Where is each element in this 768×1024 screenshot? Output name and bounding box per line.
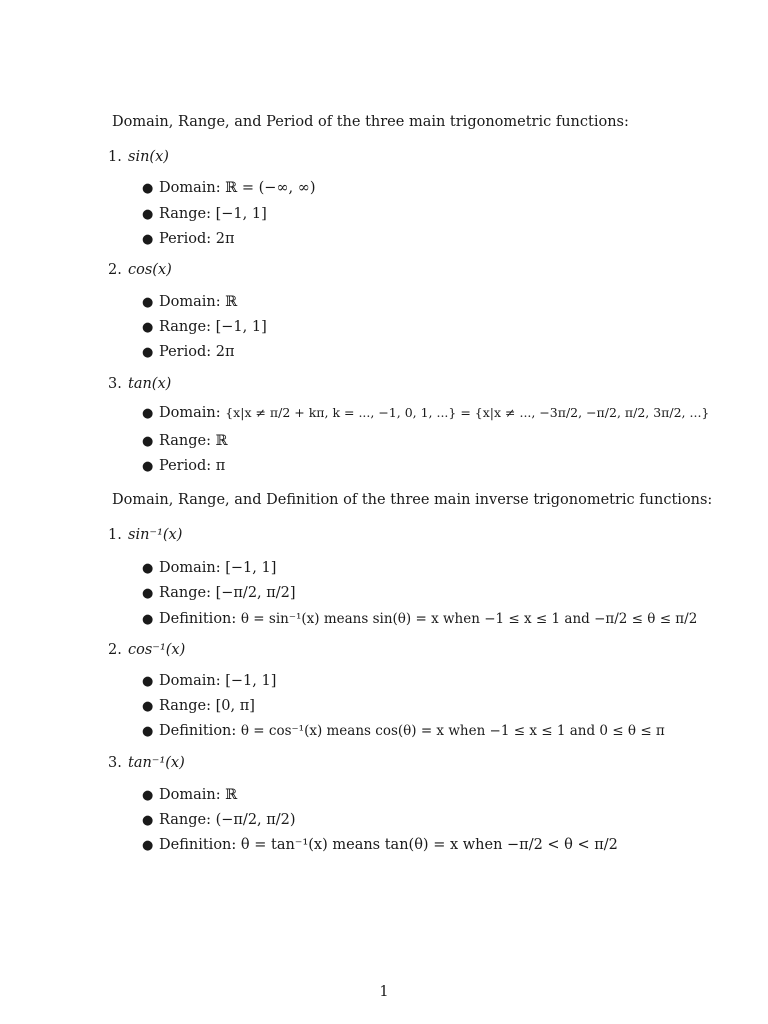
- bullet-label: Range:: [159, 206, 216, 222]
- list-item-tan: [108, 376, 171, 392]
- bullet-math: ℝ = (−∞, ∞): [225, 180, 316, 196]
- bullet-icon: ●: [142, 788, 154, 803]
- bullet-label: Period:: [159, 344, 216, 360]
- bullet-icon: ●: [142, 320, 154, 335]
- cos-period: [142, 344, 235, 360]
- bullet-label: Domain:: [159, 294, 226, 310]
- arccos-domain: [142, 673, 276, 689]
- bullet-icon: ●: [142, 838, 154, 853]
- bullet-label: Domain:: [159, 560, 226, 576]
- item-number: 1.: [108, 149, 122, 165]
- bullet-label: Range:: [159, 319, 216, 335]
- bullet-label: Period:: [159, 231, 216, 247]
- sin-domain: [142, 180, 316, 196]
- bullet-math: ℝ: [215, 433, 228, 449]
- tan-domain: [142, 405, 709, 421]
- sin-period: [142, 231, 235, 247]
- bullet-icon: ●: [142, 561, 154, 576]
- function-name: sin⁻¹(x): [128, 527, 183, 543]
- arcsin-definition: [142, 611, 697, 627]
- arctan-range: [142, 812, 296, 828]
- list-item-arctan: [108, 755, 185, 771]
- bullet-label: Definition:: [159, 611, 241, 627]
- bullet-label: Period:: [159, 458, 216, 474]
- list-item-arccos: [108, 642, 185, 658]
- bullet-label: Range:: [159, 585, 216, 601]
- function-name: cos⁻¹(x): [128, 642, 186, 658]
- tan-range: [142, 433, 228, 449]
- item-number: 3.: [108, 755, 122, 771]
- bullet-label: Range:: [159, 433, 216, 449]
- item-number: 3.: [108, 376, 122, 392]
- bullet-icon: ●: [142, 612, 154, 627]
- bullet-icon: ●: [142, 345, 154, 360]
- list-item-arcsin: [108, 527, 182, 543]
- bullet-icon: ●: [142, 724, 154, 739]
- bullet-math: θ = tan⁻¹(x) means tan(θ) = x when −π/2 < θ < π/2: [240, 837, 618, 853]
- arctan-definition: [142, 837, 618, 853]
- item-number: 2.: [108, 642, 122, 658]
- section2-intro: Domain, Range, and Definition of the three main inverse trigonometric functions:: [112, 492, 713, 508]
- bullet-math: [−1, 1]: [225, 560, 277, 576]
- function-name: tan⁻¹(x): [128, 755, 185, 771]
- bullet-label: Domain:: [159, 405, 226, 421]
- bullet-math: {x|x ≠ π/2 + kπ, k = ..., −1, 0, 1, ...} = {x|x ≠ ..., −3π/2, −π/2, π/2, 3π/2, ...}: [225, 405, 710, 420]
- arccos-range: [142, 698, 255, 714]
- bullet-math: ℝ: [225, 294, 238, 310]
- item-number: 2.: [108, 262, 122, 278]
- bullet-math: π: [215, 458, 226, 474]
- bullet-icon: ●: [142, 674, 154, 689]
- bullet-icon: ●: [142, 406, 154, 421]
- arccos-definition: [142, 723, 665, 739]
- bullet-math: [−1, 1]: [215, 206, 267, 222]
- cos-domain: [142, 294, 237, 310]
- bullet-math: 2π: [215, 344, 235, 360]
- section1-intro: Domain, Range, and Period of the three main trigonometric functions:: [112, 114, 629, 130]
- bullet-math: [−1, 1]: [215, 319, 267, 335]
- bullet-icon: ●: [142, 295, 154, 310]
- function-name: sin(x): [128, 149, 169, 165]
- item-number: 1.: [108, 527, 122, 543]
- bullet-label: Definition:: [159, 723, 241, 739]
- bullet-icon: ●: [142, 181, 154, 196]
- sin-range: [142, 206, 267, 222]
- bullet-icon: ●: [142, 459, 154, 474]
- bullet-math: θ = cos⁻¹(x) means cos(θ) = x when −1 ≤ x ≤ 1 and 0 ≤ θ ≤ π: [240, 723, 665, 739]
- bullet-math: (−π/2, π/2): [215, 812, 296, 828]
- bullet-math: 2π: [215, 231, 235, 247]
- list-item-cos: [108, 262, 172, 278]
- arctan-domain: [142, 787, 237, 803]
- bullet-math: [−π/2, π/2]: [215, 585, 296, 601]
- bullet-math: [−1, 1]: [225, 673, 277, 689]
- bullet-icon: ●: [142, 207, 154, 222]
- tan-period: [142, 458, 225, 474]
- bullet-label: Domain:: [159, 673, 226, 689]
- bullet-label: Domain:: [159, 787, 226, 803]
- bullet-label: Range:: [159, 698, 216, 714]
- bullet-icon: ●: [142, 232, 154, 247]
- bullet-math: [0, π]: [215, 698, 255, 714]
- bullet-icon: ●: [142, 699, 154, 714]
- function-name: cos(x): [128, 262, 172, 278]
- page-number: 1: [379, 984, 389, 1000]
- bullet-label: Definition:: [159, 837, 241, 853]
- arcsin-domain: [142, 560, 276, 576]
- cos-range: [142, 319, 267, 335]
- bullet-label: Range:: [159, 812, 216, 828]
- bullet-math: ℝ: [225, 787, 238, 803]
- bullet-icon: ●: [142, 586, 154, 601]
- arcsin-range: [142, 585, 296, 601]
- function-name: tan(x): [128, 376, 172, 392]
- bullet-label: Domain:: [159, 180, 226, 196]
- bullet-icon: ●: [142, 813, 154, 828]
- bullet-math: θ = sin⁻¹(x) means sin(θ) = x when −1 ≤ x ≤ 1 and −π/2 ≤ θ ≤ π/2: [240, 611, 698, 627]
- list-item-sin: [108, 149, 169, 165]
- bullet-icon: ●: [142, 434, 154, 449]
